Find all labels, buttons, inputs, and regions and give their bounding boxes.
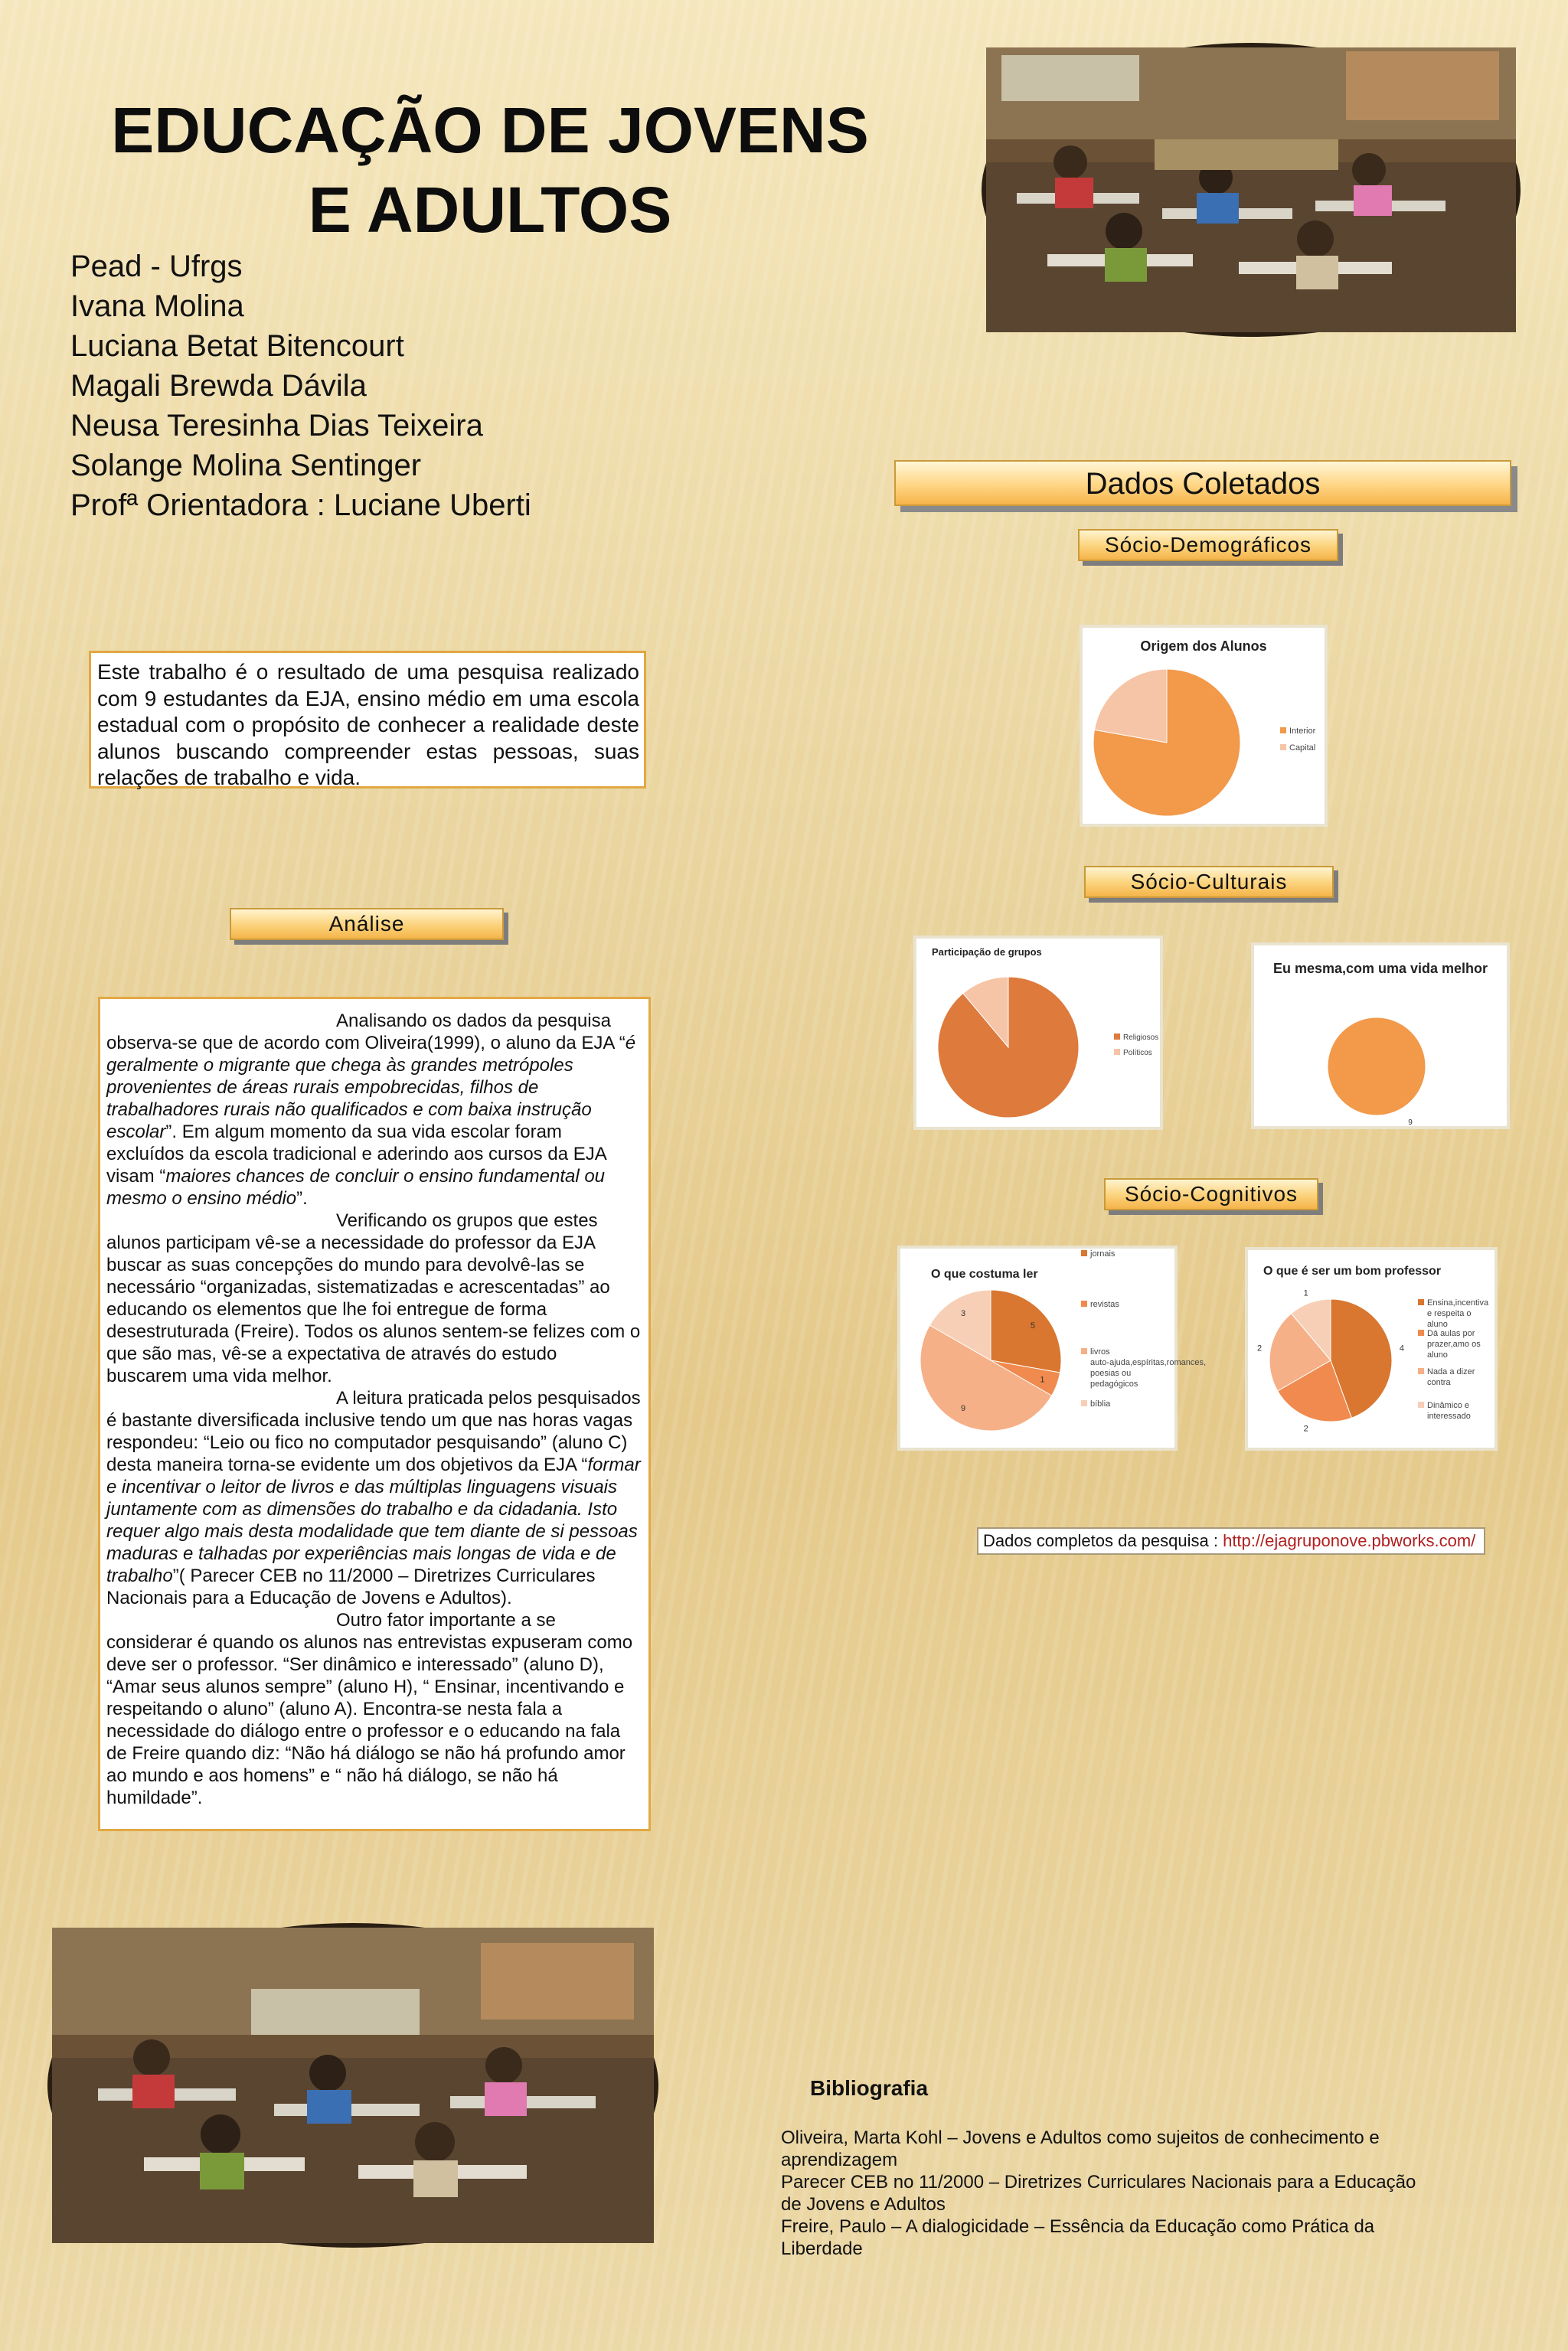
legend-label: Nada a dizer contra: [1427, 1367, 1475, 1387]
author-line: Solange Molina Sentinger: [70, 449, 422, 482]
legend-label: Políticos: [1123, 1049, 1152, 1057]
pie-data-label: 1: [1040, 1375, 1045, 1385]
chart-participacao-grupos: [913, 936, 1163, 1130]
legend-label: jornais: [1090, 1249, 1116, 1259]
legend-swatch: [1418, 1299, 1424, 1305]
analysis-p3-quote: formar e incentivar o leitor de livros e das múltiplas linguagens visuais juntamente com as dimensões do trabalho e da cidadania. Isto requer algo mais desta modalidade que tem diante de si pessoas maduras e talhadas por experiências mais longas de vida e de trabalho: [106, 1455, 641, 1586]
bibliografia-item: Parecer CEB no 11/2000 – Diretrizes Curriculares Nacionais para a Educação de Jovens e Adultos: [781, 2172, 1416, 2215]
analysis-heading: [230, 908, 504, 940]
bibliografia-list: [781, 2127, 1416, 2260]
legend-swatch: [1418, 1330, 1424, 1336]
socio-demograficos-heading: [1078, 529, 1338, 561]
chart-title: O que é ser um bom professor: [1263, 1265, 1442, 1278]
pie-data-label: 2: [1303, 1424, 1308, 1434]
bibliografia-item: Freire, Paulo – A dialogicidade – Essência da Educação como Prática da Liberdade: [781, 2216, 1375, 2259]
chart-eu-mesma-svg: [1254, 945, 1507, 1126]
bibliografia-title: Bibliografia: [810, 2076, 929, 2100]
chart-o-que-costuma-ler-svg: [900, 1249, 1207, 1448]
legend-label: Religiosos: [1123, 1033, 1159, 1042]
legend-label: Dá aulas por prazer,amo os aluno: [1427, 1329, 1481, 1360]
legend-label: bíblia: [1090, 1399, 1111, 1409]
analysis-paragraph-3: [106, 1387, 642, 1609]
poster-title: [77, 90, 903, 250]
analysis-p1-text-c: ”.: [296, 1188, 308, 1209]
chart-title: Participação de grupos: [932, 946, 1042, 958]
analysis-paragraph-1: [106, 1010, 642, 1210]
legend-swatch: [1280, 744, 1286, 750]
socio-demograficos-label: Sócio-Demográficos: [1104, 533, 1312, 557]
socio-culturais-label: Sócio-Culturais: [1130, 870, 1288, 893]
classroom-photo-top: [982, 43, 1521, 337]
legend-swatch: [1081, 1348, 1087, 1354]
chart-o-que-costuma-ler: [897, 1246, 1207, 1451]
pie-data-label: 9: [1408, 1118, 1413, 1127]
bibliografia-item: Oliveira, Marta Kohl – Jovens e Adultos como sujeitos de conhecimento e aprendizagem: [781, 2127, 1380, 2170]
analysis-paragraph-4: Outro fator importante a se considerar é quando os alunos nas entrevistas expuseram como deve ser o professor. “Ser dinâmico e interessado” (aluno D), “Amar seus alunos sempre” (aluno H), “ Ensinar, incentivando e respeitando o aluno” (aluno A). Encontra-se nesta fala a necessidade do diálogo entre o professor e o educando na fala de Freire quando diz: “Não há diálogo se não há profundo amor ao mundo e aos homens” e “ não há diálogo, se não há humildade”.: [106, 1610, 633, 1808]
dados-coletados-heading: [894, 460, 1511, 506]
chart-eu-mesma: [1251, 942, 1510, 1129]
authors-list: [70, 247, 531, 525]
legend-label: livros auto-ajuda,espíritas,romances, poesias ou pedagógicos: [1090, 1347, 1207, 1389]
pie-data-label: 1: [1303, 1288, 1308, 1298]
analysis-paragraph-2: Verificando os grupos que estes alunos participam vê-se a necessidade do professor da EJA buscar as suas concepções do mundo para devolvê-las se necessário “organizadas, sistematizadas e acrescentadas” ao educando os elementos que lhe foi entregue de forma desestruturada (Freire). Todos os alunos sentem-se felizes com o que são mas, vê-se a expectativa de através do estudo buscarem uma vida melhor.: [106, 1210, 641, 1386]
legend-swatch: [1081, 1301, 1087, 1307]
socio-culturais-heading: [1084, 866, 1334, 898]
legend-swatch: [1114, 1033, 1120, 1040]
chart-bom-professor: [1245, 1247, 1498, 1451]
research-link-label: Dados completos da pesquisa :: [983, 1531, 1223, 1550]
chart-origem-alunos-svg: [1083, 628, 1325, 824]
pie-data-label: 4: [1399, 1344, 1405, 1353]
classroom-photo-bottom: [47, 1923, 658, 2248]
legend-swatch: [1081, 1400, 1087, 1406]
legend-swatch: [1418, 1368, 1424, 1374]
analysis-p1-text: Analisando os dados da pesquisa observa-se que de acordo com Oliveira(1999), o aluno da EJA “: [106, 1011, 626, 1053]
analysis-p1-quote-2: maiores chances de concluir o ensino fundamental ou mesmo o ensino médio: [106, 1166, 606, 1209]
research-link[interactable]: http://ejagruponove.pbworks.com/: [1223, 1531, 1476, 1550]
classroom-photo-top-image: [986, 47, 1516, 332]
pie-slice: [1328, 1017, 1426, 1115]
classroom-photo-bottom-image: [52, 1928, 654, 2243]
socio-cognitivos-label: Sócio-Cognitivos: [1124, 1182, 1298, 1206]
chart-title: O que costuma ler: [931, 1268, 1038, 1281]
legend-swatch: [1418, 1402, 1424, 1408]
author-line: Neusa Teresinha Dias Teixeira: [70, 409, 483, 442]
legend-swatch: [1280, 727, 1286, 733]
legend-swatch: [1114, 1049, 1120, 1055]
intro-text: Este trabalho é o resultado de uma pesquisa realizado com 9 estudantes da EJA, ensino médio em uma escola estadual com o propósito de conhecer a realidade deste alunos buscando compreender estas pessoas, suas relações de trabalho e vida.: [97, 660, 639, 789]
author-line: Luciana Betat Bitencourt: [70, 329, 404, 363]
pie-data-label: 5: [1030, 1321, 1036, 1331]
socio-cognitivos-heading: [1104, 1178, 1318, 1210]
author-line: Profª Orientadora : Luciane Uberti: [70, 488, 531, 522]
author-line: Magali Brewda Dávila: [70, 369, 367, 403]
legend-label: Ensina,incentiva e respeita o aluno: [1427, 1298, 1489, 1329]
chart-bom-professor-svg: [1248, 1250, 1494, 1448]
legend-label: revistas: [1090, 1300, 1119, 1309]
intro-text-box: [89, 651, 646, 789]
analysis-p1-text-b: ”. Em algum momento da sua vida escolar foram excluídos da escola tradicional e aderindo aos cursos da EJA visam “: [106, 1122, 606, 1187]
analysis-text-box: [98, 997, 651, 1831]
analysis-heading-label: Análise: [328, 912, 405, 936]
research-link-box[interactable]: [977, 1527, 1485, 1555]
pie-data-label: 3: [961, 1308, 966, 1318]
pie-data-label: 2: [1256, 1344, 1263, 1353]
author-line: Ivana Molina: [70, 289, 244, 323]
poster-title-line2: E ADULTOS: [308, 174, 672, 246]
analysis-p1-quote: é geralmente o migrante que chega às grandes metrópoles provenientes de áreas rurais empobrecidas, filhos de trabalhadores rurais não qualificados e com baixa instrução escolar: [106, 1033, 636, 1142]
dados-coletados-label: Dados Coletados: [1085, 467, 1321, 501]
legend-label: Dinâmico e interessado: [1427, 1401, 1471, 1421]
poster-title-line1: EDUCAÇÃO DE JOVENS: [111, 94, 869, 166]
chart-participacao-grupos-svg: [916, 939, 1160, 1127]
chart-origem-alunos: [1080, 625, 1328, 827]
legend-label: Interior: [1289, 727, 1316, 736]
analysis-p3-text: A leitura praticada pelos pesquisados é bastante diversificada inclusive tendo um que nas horas vagas respondeu: “Leio ou fico no computador pesquisando” (aluno C) desta maneira torna-se evidente um dos objetivos da EJA “: [106, 1388, 641, 1475]
chart-title: Origem dos Alunos: [1140, 638, 1267, 654]
legend-label: Capital: [1289, 743, 1316, 753]
legend-swatch: [1081, 1250, 1087, 1256]
pie-data-label: 9: [961, 1404, 966, 1414]
analysis-p3-text-b: ”( Parecer CEB no 11/2000 – Diretrizes Curriculares Nacionais para a Educação de Jovens e Adultos).: [106, 1566, 596, 1608]
chart-title: Eu mesma,com uma vida melhor: [1272, 961, 1488, 976]
author-line: Pead - Ufrgs: [70, 250, 243, 283]
